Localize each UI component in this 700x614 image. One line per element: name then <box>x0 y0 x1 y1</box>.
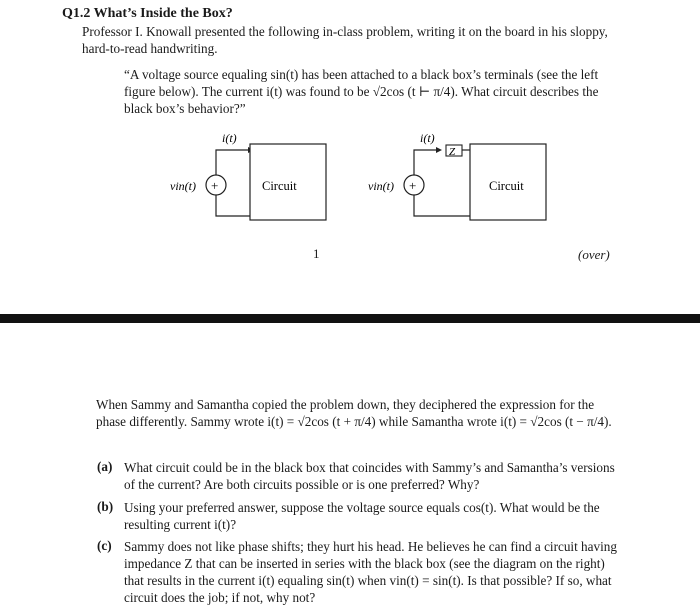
bottom-wire <box>216 195 250 216</box>
continuation-paragraph: When Sammy and Samantha copied the problem down, they deciphered the expression for the phase differently. Sammy wrote i(t) = √2cos (t + π/4) while Samantha wrote i(t) = √2cos (t − π/4). <box>96 397 612 429</box>
plus-sign: + <box>409 178 417 193</box>
plus-sign: + <box>211 178 219 193</box>
source-label: vin(t) <box>170 179 196 193</box>
page-number: 1 <box>313 246 320 261</box>
problem-quote: “A voltage source equaling sin(t) has been attached to a black box’s terminals (see the left figure below). The current i(t) was found to be √2cos (t ⊢ π/4). What circuit describes the black box’s behavior?” <box>124 67 599 116</box>
top-wire <box>414 150 438 156</box>
page-divider <box>0 314 700 323</box>
left-circuit-diagram <box>160 128 330 222</box>
current-arrow-icon <box>436 147 442 153</box>
current-label: i(t) <box>222 131 237 145</box>
circuit-box-label: Circuit <box>489 179 524 193</box>
item-label: (a) <box>97 459 113 474</box>
top-wire <box>216 150 248 156</box>
item-text: Sammy does not like phase shifts; they hurt his head. He believes he can find a circuit having impedance Z that can be inserted in series with the black box (see the diagram on the right) that results in the current i(t) equaling sin(t) when vin(t) = sin(t). Is that possible? If so, what circuit does the job; if not, why not? <box>124 539 617 605</box>
source-label: vin(t) <box>368 179 394 193</box>
intro-paragraph: Professor I. Knowall presented the following in-class problem, writing it on the board in his sloppy, hard-to-read handwriting. <box>82 24 608 56</box>
right-circuit-diagram <box>358 128 548 222</box>
question-title: Q1.2 What’s Inside the Box? <box>62 6 233 21</box>
circuit-box-label: Circuit <box>262 179 297 193</box>
item-text: Using your preferred answer, suppose the voltage source equals cos(t). What would be the resulting current i(t)? <box>124 500 600 532</box>
bottom-wire <box>414 195 470 216</box>
item-label: (c) <box>97 538 112 553</box>
over-note: (over) <box>578 247 610 262</box>
impedance-label: Z <box>449 146 456 158</box>
item-text: What circuit could be in the black box that coincides with Sammy’s and Samantha’s versions of the current? Are both circuits possible or is one preferred? Why? <box>124 460 615 492</box>
item-label: (b) <box>97 499 114 514</box>
current-label: i(t) <box>420 131 435 145</box>
